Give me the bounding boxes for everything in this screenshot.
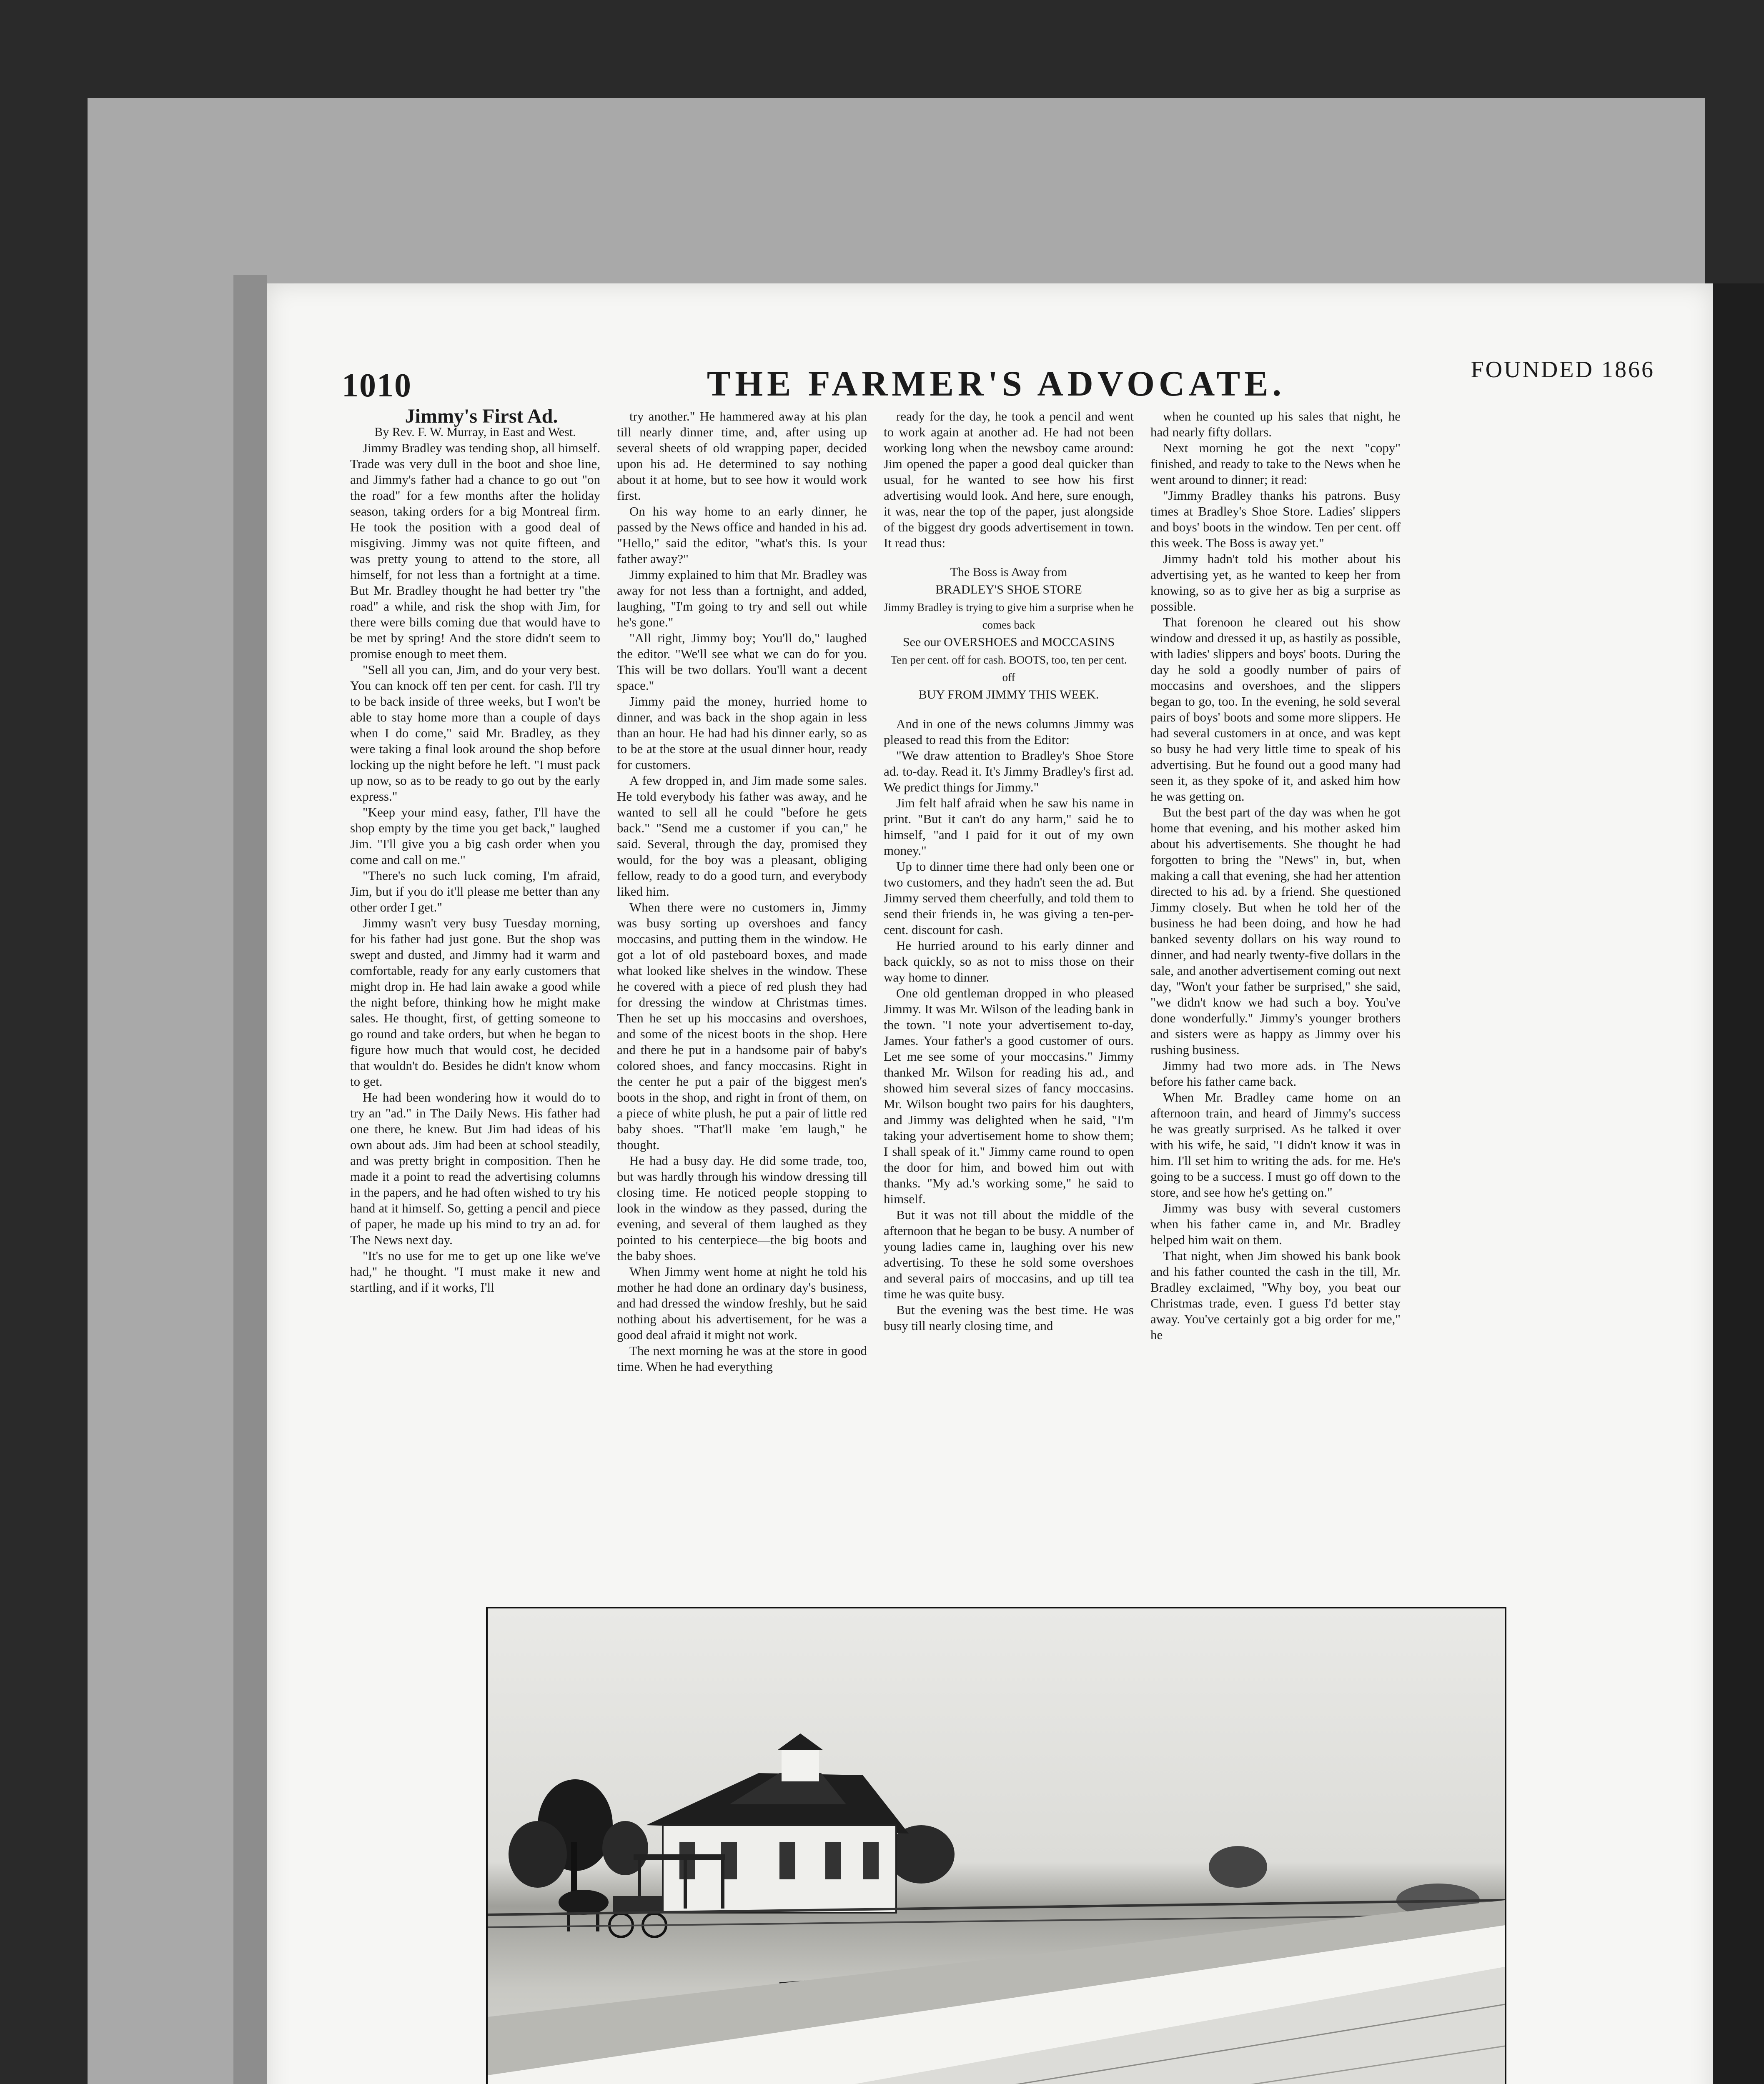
article-paragraph: He hurried around to his early dinner and back quickly, so as not to miss those on their way home to dinner. [884, 938, 1134, 984]
column-2-text [617, 408, 867, 1375]
article-paragraph: "Keep your mind easy, father, I'll have the shop empty by the time you get back," laughed Jim. "I'll give you a big cash order when you come and call on me." [350, 805, 600, 867]
article-paragraph: Jimmy Bradley was tending shop, all himself. Trade was very dull in the boot and shoe line, and Jimmy's father had a chance to go out "on the road" for a few months after the holiday season, taking orders for a big Montreal firm. He took the position with a good deal of misgiving. Jimmy was not quite fifteen, and was pretty young to attend to the store, all himself, for not less than a fortnight at a time. But Mr. Bradley thought he had better try "the road" a while, and risk the shop with Jim, for there were bills coming due that would have to be met by spring! And the store didn't seem to promise enough to meet them. [350, 441, 600, 661]
column-1 [350, 408, 600, 1771]
article-paragraph: when he counted up his sales that night, he had nearly fifty dollars. [1150, 409, 1401, 439]
article-paragraph: That forenoon he cleared out his show window and dressed it up, as hastily as possible, with ladies' slippers and boys' boots. During the day he sold a goodly number of pairs of moccasins and overshoes, and the slippers began to go, too. In the evening, he sold several pairs of boys' boots and some more slippers. He had several customers in at once, and was kept so busy he had very little time to speak of his advertising. But he found out a good many had seen it, as they spoke of it, and asked him how he was getting on. [1150, 615, 1401, 804]
article-paragraph: "We draw attention to Bradley's Shoe Store ad. to-day. Read it. It's Jimmy Bradley's first ad. We predict things for Jimmy." [884, 748, 1134, 794]
ad-line: Jimmy Bradley is trying to give him a surprise when he comes back [884, 601, 1134, 631]
article-paragraph: Jimmy paid the money, hurried home to dinner, and was back in the shop again in less than an hour. He had had his dinner early, so as to be at the store at the usual dinner hour, ready for customers. [617, 694, 867, 772]
article-title: Jimmy's First Ad. [405, 408, 558, 427]
article-paragraph: try another." He hammered away at his plan till nearly dinner time, and, after using up several sheets of old wrapping paper, decided upon his ad. He determined to say nothing about it at home, but to see how it would work first. [617, 409, 867, 503]
article-paragraph: When there were no customers in, Jimmy was busy sorting up overshoes and fancy moccasins, and putting them in the window. He got a lot of old pasteboard boxes, and made what looked like shelves in the window. These he covered with a piece of red plush they had for dressing the window at Christmas times. Then he set up his moccasins and overshoes, and some of the nicest boots in the shop. Here and there he put in a handsome pair of baby's colored shoes, and fancy moccasins. Right in the center he put a pair of the biggest men's boots in the shop, and right in front of them, on a piece of white plush, he put a pair of little red baby shoes. "That'll make 'em laugh," he thought. [617, 900, 867, 1152]
article-paragraph: When Jimmy went home at night he told his mother he had done an ordinary day's business, and had dressed the window freshly, but he said nothing about his advertisement, for he was a good deal afraid it might not work. [617, 1264, 867, 1342]
farmhouse-photo [486, 1607, 1506, 2084]
column-3-text-top [884, 408, 1134, 551]
column-3 [884, 408, 1134, 1771]
article-paragraph: "Sell all you can, Jim, and do your very best. You can knock off ten per cent. for cash. I'll try to be back inside of three weeks, but I won't be able to stay home more than a couple of days when I do come," said Mr. Bradley, as they were taking a final look around the shop before locking up the night before he left. "I must pack up now, so as to be ready to go out by the early express." [350, 662, 600, 804]
article-paragraph: But the evening was the best time. He was busy till nearly closing time, and [884, 1302, 1134, 1333]
column-1-text [350, 440, 600, 1295]
article-byline: By Rev. F. W. Murray, in East and West. [374, 425, 576, 439]
column-3-text-bottom [884, 716, 1134, 1334]
scan-dark-edge-right [1713, 283, 1764, 2084]
article-columns [350, 408, 1667, 1771]
ad-line: The Boss is Away from [950, 565, 1067, 579]
article-paragraph: ready for the day, he took a pencil and went to work again at another ad. He had not been working long when the newsboy came around: Jim opened the paper a good deal quicker than usual, for he wanted to see how his first advertising would look. And here, sure enough, it was, near the top of the paper, just alongside of the biggest dry goods advertisement in town. It read thus: [884, 409, 1134, 550]
article-paragraph: "All right, Jimmy boy; You'll do," laughed the editor. "We'll see what we can do for you. This will be two dollars. You'll want a decent space." [617, 631, 867, 693]
article-paragraph: A few dropped in, and Jim made some sales. He told everybody his father was away, and he wanted to sell all he could "before he gets back." "Send me a customer if you can," he said. Several, through the day, promised they would, for the boy was a pleasant, obliging fellow, ready to do a good turn, and everybody liked him. [617, 773, 867, 899]
article-paragraph: Jimmy wasn't very busy Tuesday morning, for his father had just gone. But the shop was swept and dusted, and Jimmy had it warm and comfortable, ready for any early customers that might drop in. He had lain awake a good while the night before, thinking how he might make sales. He thought, first, of getting someone to go round and take orders, but when he began to figure how much that would cost, he decided that wouldn't do. Besides he didn't know whom to get. [350, 916, 600, 1089]
ad-line: BRADLEY'S SHOE STORE [935, 583, 1082, 596]
article-paragraph: When Mr. Bradley came home on an afternoon train, and heard of Jimmy's success he was greatly surprised. As he talked it over with his wife, he said, "I didn't know it was in him. I'll set him to writing the ads. for me. He's going to be a success. I must go off down to the store, and see how he's getting on." [1150, 1090, 1401, 1200]
article-paragraph: "It's no use for me to get up one like we've had," he thought. "I must make it new and startling, and if it works, I'll [350, 1248, 600, 1295]
article-paragraph: But it was not till about the middle of the afternoon that he began to be busy. A number of young ladies came in, laughing over his new advertising. To these he sold some overshoes and several pairs of moccasins, and up till tea time he was quite busy. [884, 1207, 1134, 1301]
newspaper-title: THE FARMER'S ADVOCATE. [707, 363, 1286, 403]
article-paragraph: But the best part of the day was when he got home that evening, and his mother asked him about his advertisements. She thought he had forgotten to bring the "News" in, but, when making a call that evening, she had her attention directed to his ad. by a friend. She questioned Jimmy closely. But when he told her of the business he had been doing, and how he had banked seventy dollars on his way round to dinner, and had nearly twenty-five dollars in the sale, and another advertisement coming out next day, "Won't your father be surprised," she said, "we didn't know we had such a boy. You've done wonderfully." Jimmy's younger brothers and sisters were as happy as Jimmy over his rushing business. [1150, 805, 1401, 1057]
article-paragraph: On his way home to an early dinner, he passed by the News office and handed in his ad. "Hello," said the editor, "what's this. Is your father away?" [617, 504, 867, 566]
ad-line: BUY FROM JIMMY THIS WEEK. [918, 688, 1099, 701]
article-paragraph: One old gentleman dropped in who pleased Jimmy. It was Mr. Wilson of the leading bank in the town. "I note your advertisement to-day, James. Your father's a good customer of ours. Let me see some of your moccasins." Jimmy thanked Mr. Wilson for reading his ad., and showed him several sizes of fancy moccasins. Mr. Wilson bought two pairs for his daughters, and Jimmy was delighted when he said, "I'm taking your advertisement home to show them; I shall speak of it." Jimmy came round to open the door for him, and bowed him out with thanks. "My ad.'s working some," he said to himself. [884, 986, 1134, 1206]
ad-line: See our OVERSHOES and MOCCASINS [902, 635, 1115, 649]
article-paragraph: Next morning he got the next "copy" finished, and ready to take to the News when he went around to dinner; it read: [1150, 441, 1401, 487]
article-paragraph: And in one of the news columns Jimmy was pleased to read this from the Editor: [884, 716, 1134, 747]
article-paragraph: Up to dinner time there had only been one or two customers, and they hadn't seen the ad. But Jimmy served them cheerfully, and told them to send their friends in, he was giving a ten-per-cent. discount for cash. [884, 859, 1134, 937]
column-4-text [1150, 408, 1401, 1343]
article-paragraph: Jimmy hadn't told his mother about his advertising yet, as he wanted to keep her from knowing, so as to give her as big a surprise as possible. [1150, 551, 1401, 614]
article-paragraph: "Jimmy Bradley thanks his patrons. Busy times at Bradley's Shoe Store. Ladies' slippers and boys' boots in the window. Ten per cent. off this week. The Boss is away yet." [1150, 488, 1401, 550]
article-paragraph: Jim felt half afraid when he saw his name in print. "But it can't do any harm," said he to himself, "and I paid for it out of my own money." [884, 796, 1134, 858]
column-4 [1150, 408, 1401, 1771]
founded-date: FOUNDED 1866 [1471, 357, 1655, 383]
book-binding-edge [233, 275, 267, 2084]
article-paragraph: "There's no such luck coming, I'm afraid, Jim, but if you do it'll please me better than any other order I get." [350, 868, 600, 914]
article-paragraph: The next morning he was at the store in good time. When he had everything [617, 1343, 867, 1374]
column-2 [617, 408, 867, 1771]
newspaper-ad-box [884, 564, 1134, 704]
page-number: 1010 [342, 367, 412, 404]
article-paragraph: That night, when Jim showed his bank book and his father counted the cash in the till, Mr. Bradley exclaimed, "Why boy, you beat our Christmas trade, even. I guess I'd better stay away. You've certainly got a big order for me," he [1150, 1248, 1401, 1342]
article-paragraph: Jimmy was busy with several customers when his father came in, and Mr. Bradley helped him wait on them. [1150, 1201, 1401, 1247]
newspaper-page [267, 283, 1713, 2084]
article-paragraph: He had been wondering how it would do to try an "ad." in The Daily News. His father had one there, he knew. But Jim had ideas of his own about ads. Jim had been at school steadily, and was pretty bright in composition. Then he made it a point to read the advertising columns in the papers, and he had often wished to try his hand at it himself. So, getting a pencil and piece of paper, he made up his mind to try an ad. for The News next day. [350, 1090, 600, 1247]
article-paragraph: Jimmy had two more ads. in The News before his father came back. [1150, 1058, 1401, 1089]
ad-line: Ten per cent. off for cash. BOOTS, too, ten per cent. off [890, 654, 1127, 684]
farmhouse-illustration [488, 1608, 1505, 2084]
article-paragraph: He had a busy day. He did some trade, too, but was hardly through his window dressing till closing time. He noticed people stopping to look in the window as they passed, during the evening, and several of them laughed as they pointed to his centerpiece—the big boots and the baby shoes. [617, 1153, 867, 1263]
article-paragraph: Jimmy explained to him that Mr. Bradley was away for not less than a fortnight, and added, laughing, "I'm going to try and sell out while he's gone." [617, 567, 867, 629]
